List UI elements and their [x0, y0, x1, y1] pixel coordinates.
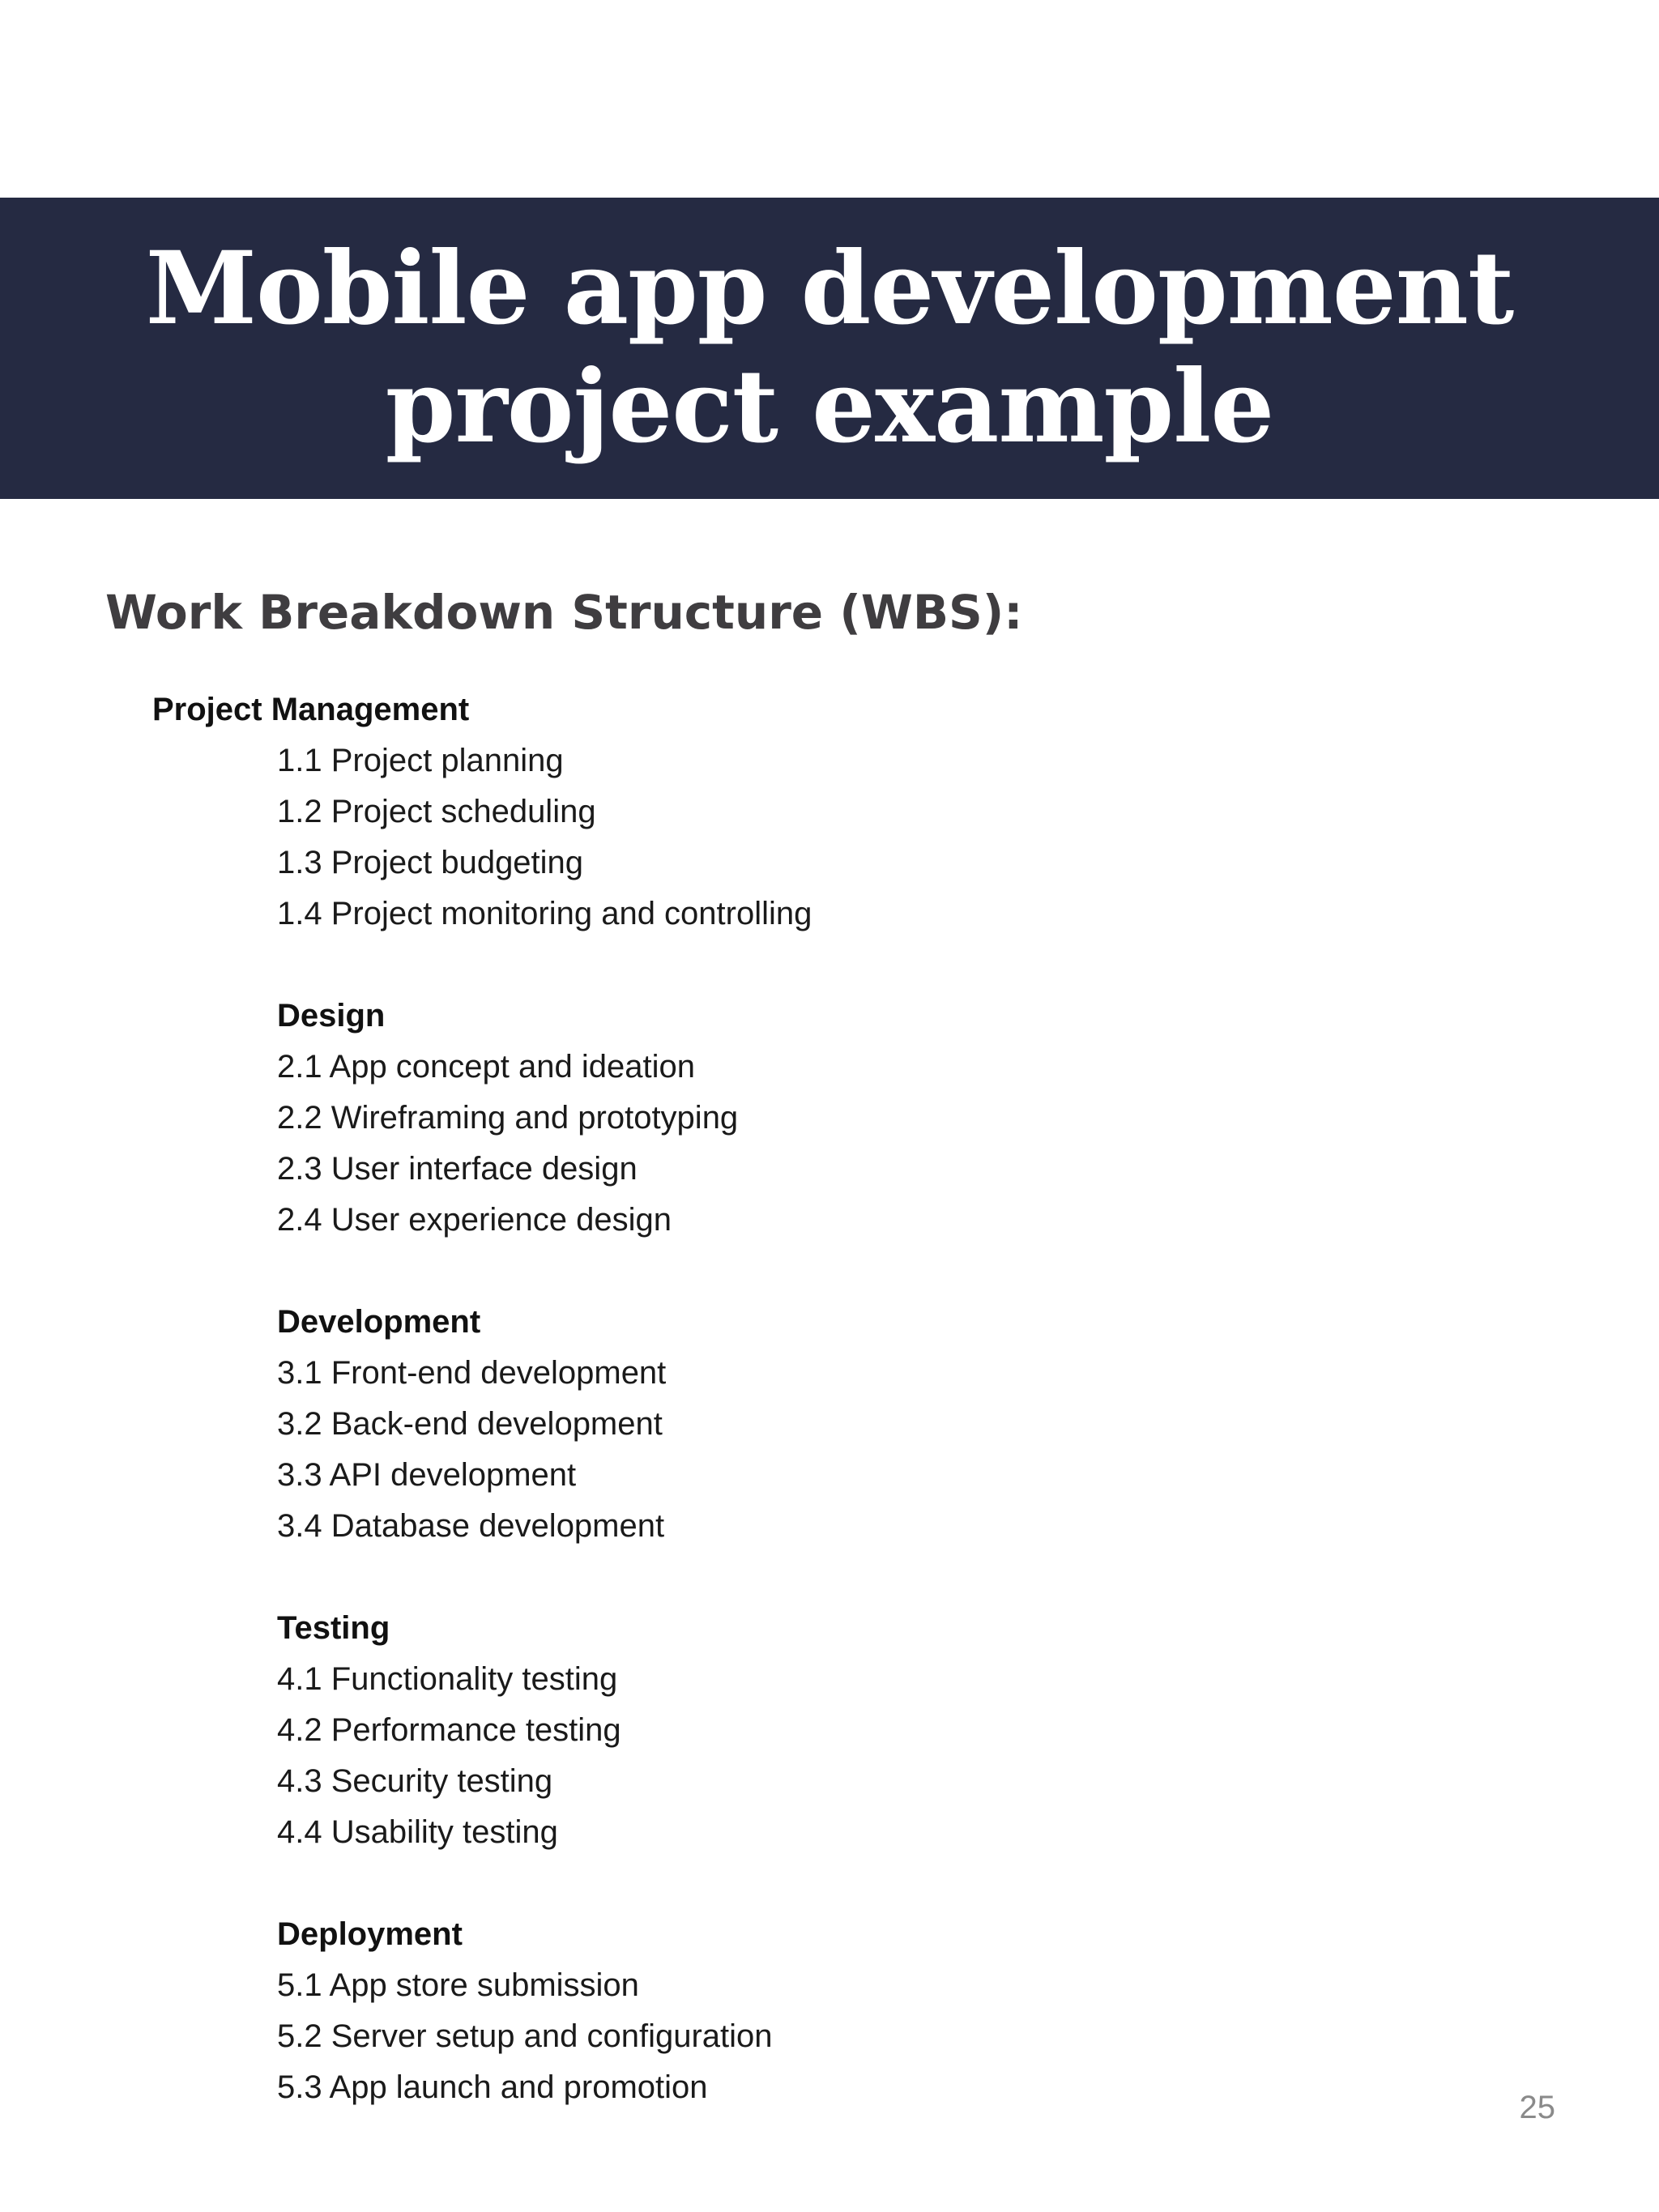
- wbs-item: 5.2 Server setup and configuration: [277, 2018, 773, 2054]
- wbs-item: 3.2 Back-end development: [277, 1406, 663, 1442]
- page-title-line-2: project example: [385, 348, 1274, 466]
- wbs-item: 1.1 Project planning: [277, 743, 564, 778]
- wbs-group-project-management: [0, 684, 1659, 940]
- wbs-item: 1.3 Project budgeting: [277, 845, 584, 880]
- wbs-group-heading: Development: [277, 1304, 481, 1340]
- wbs-item: 3.4 Database development: [277, 1508, 665, 1544]
- wbs-item: 5.3 App launch and promotion: [277, 2069, 708, 2105]
- wbs-group-deployment: [0, 1909, 1659, 2113]
- wbs-item: 2.2 Wireframing and prototyping: [277, 1100, 739, 1136]
- wbs-item: 4.1 Functionality testing: [277, 1661, 618, 1697]
- wbs-item: 1.4 Project monitoring and controlling: [277, 896, 812, 931]
- page-title-line-1: Mobile app development: [145, 230, 1514, 347]
- wbs-item: 3.3 API development: [277, 1457, 577, 1493]
- group-spacer: [0, 940, 1659, 991]
- page-number: 25: [1519, 2090, 1555, 2125]
- wbs-group-design: [0, 991, 1659, 1246]
- group-spacer: [0, 1858, 1659, 1909]
- wbs-group-heading: Design: [277, 998, 386, 1034]
- section-heading: Work Breakdown Structure (WBS):: [105, 585, 1023, 640]
- wbs-item: 2.4 User experience design: [277, 1202, 672, 1238]
- wbs-group-heading: Project Management: [152, 692, 470, 727]
- wbs-item: 4.4 Usability testing: [277, 1814, 558, 1850]
- wbs-group-heading: Testing: [277, 1610, 390, 1646]
- wbs-list: [0, 684, 1659, 2113]
- wbs-item: 2.1 App concept and ideation: [277, 1049, 695, 1085]
- wbs-item: 4.3 Security testing: [277, 1763, 553, 1799]
- wbs-item: 2.3 User interface design: [277, 1151, 638, 1187]
- title-banner: [0, 198, 1659, 499]
- group-spacer: [0, 1246, 1659, 1297]
- wbs-group-development: [0, 1297, 1659, 1552]
- wbs-group-testing: [0, 1603, 1659, 1858]
- wbs-item: 1.2 Project scheduling: [277, 794, 596, 829]
- wbs-item: 4.2 Performance testing: [277, 1712, 621, 1748]
- wbs-group-heading: Deployment: [277, 1916, 463, 1952]
- wbs-item: 3.1 Front-end development: [277, 1355, 667, 1391]
- group-spacer: [0, 1552, 1659, 1603]
- wbs-item: 5.1 App store submission: [277, 1967, 639, 2003]
